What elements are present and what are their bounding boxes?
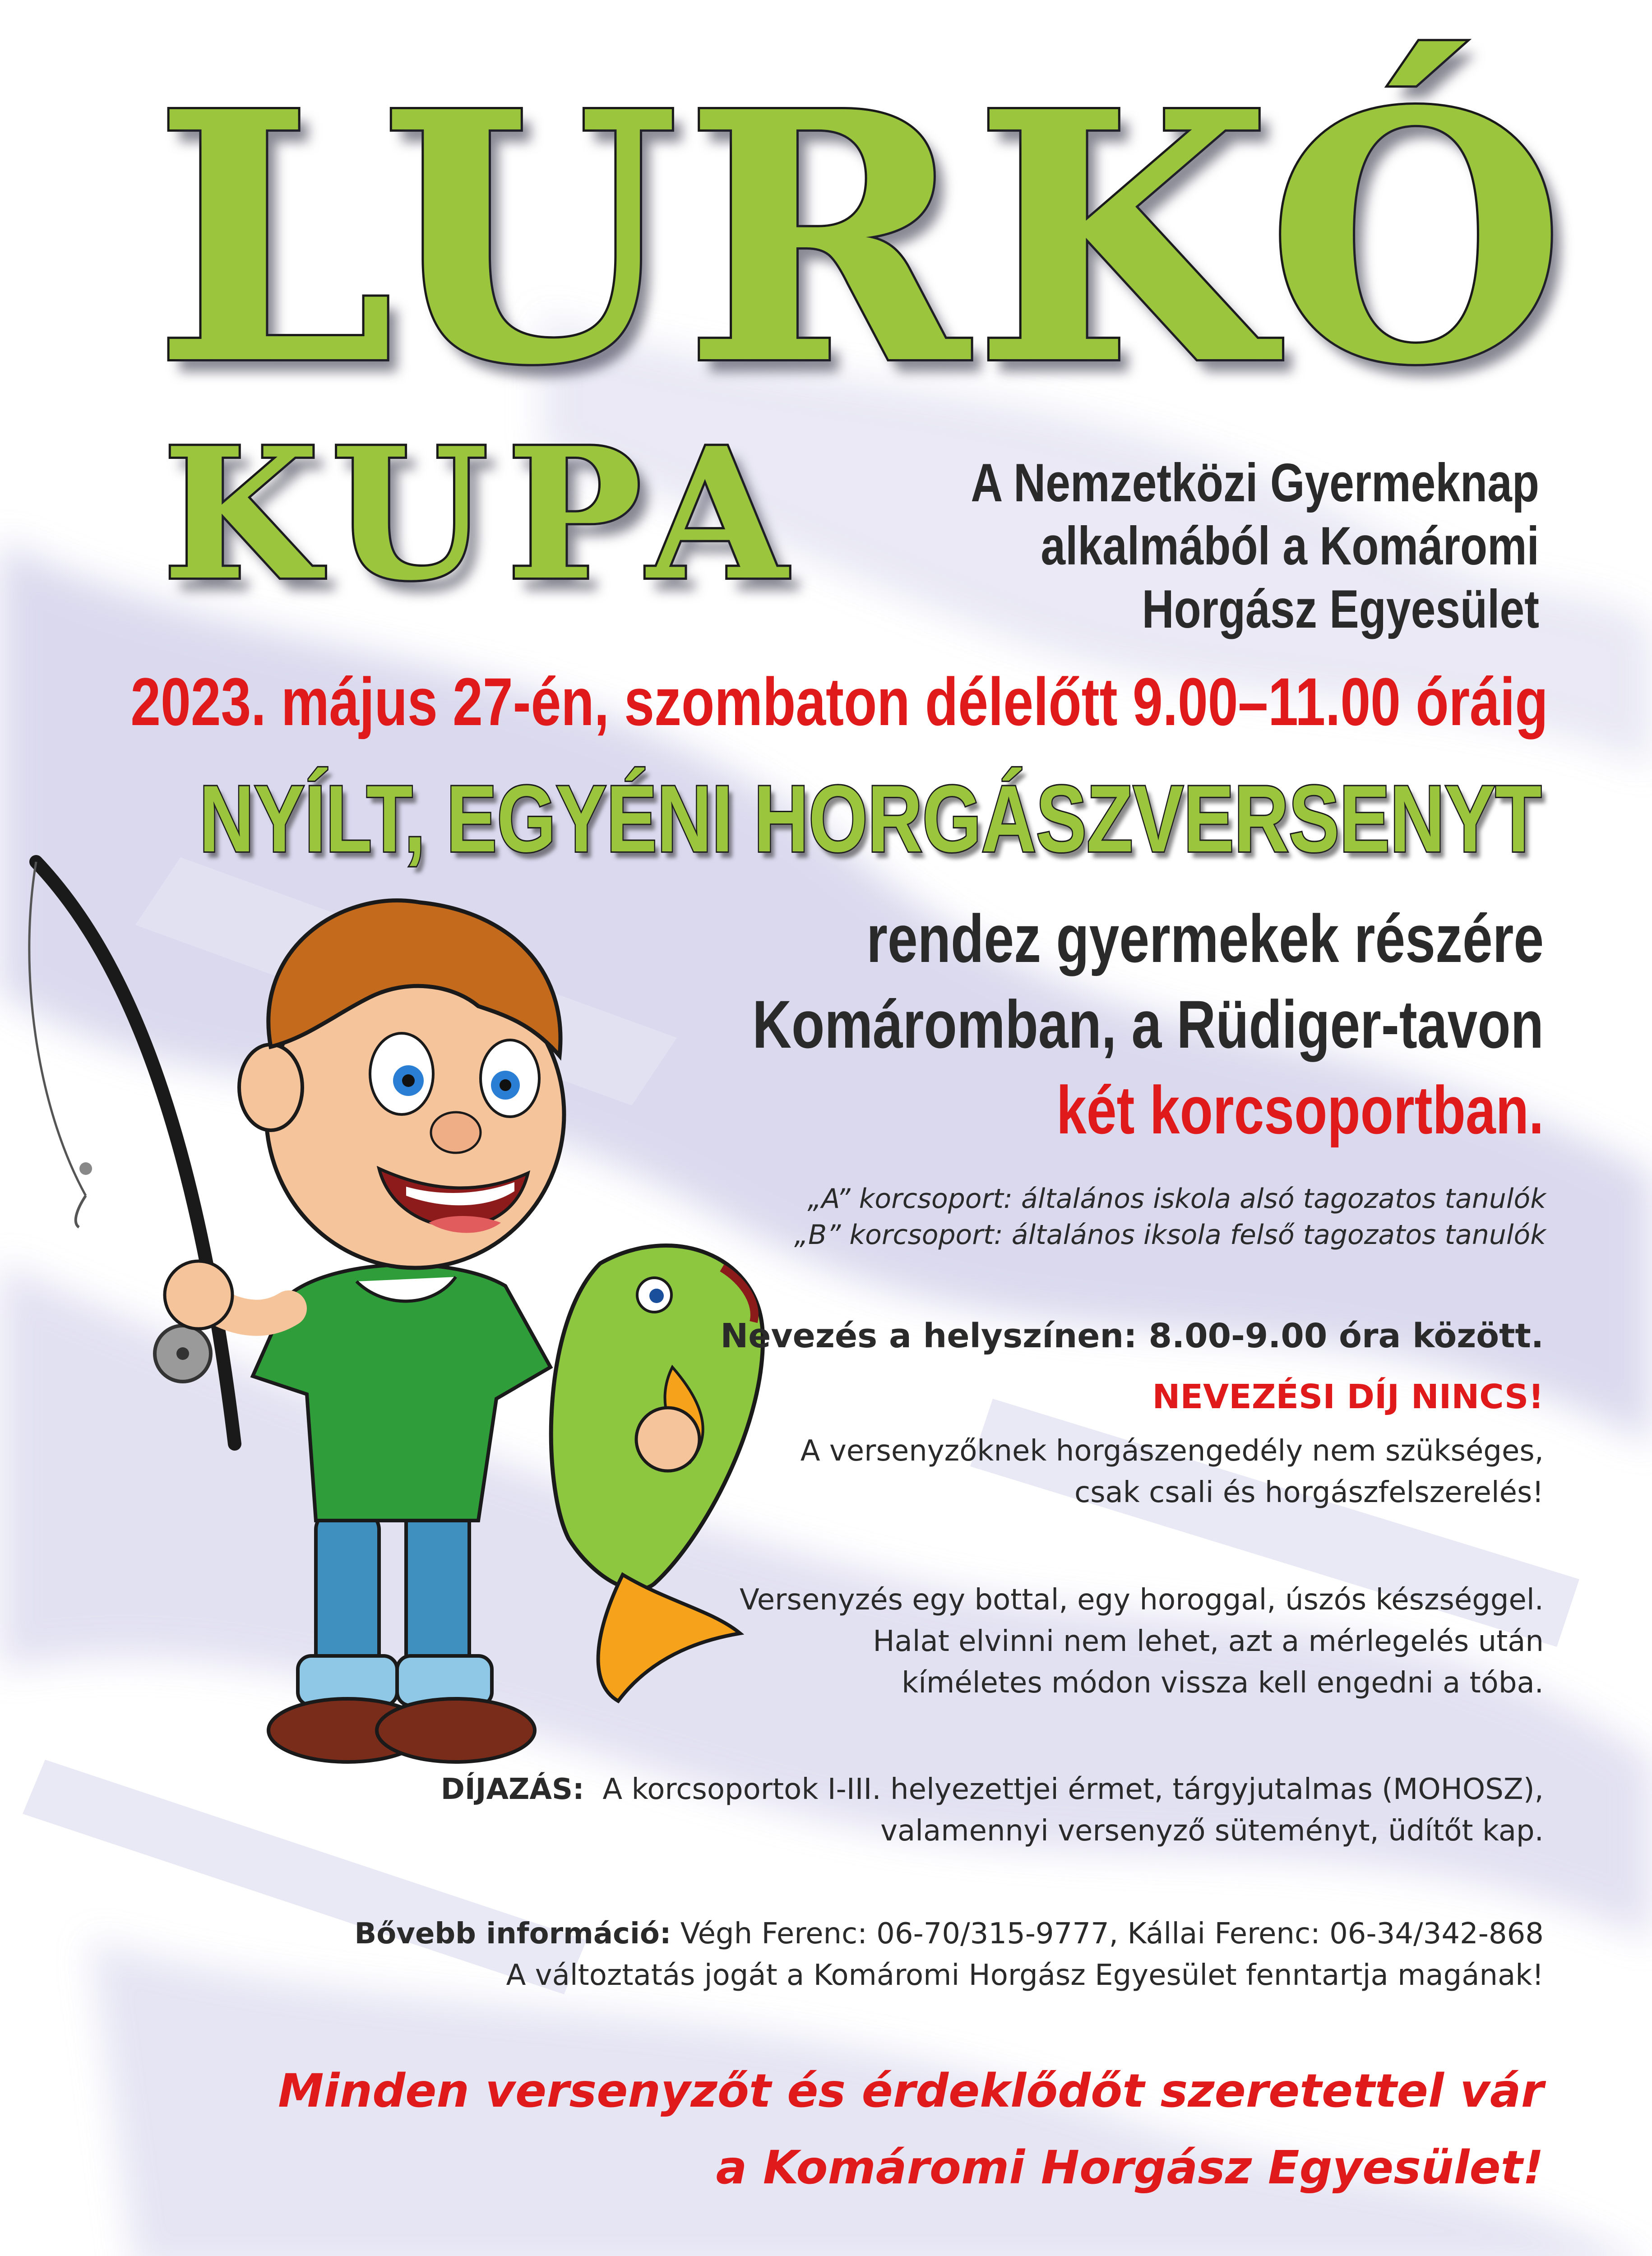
registration-info: Nevezés a helyszínen: 8.00-9.00 óra között. <box>720 1317 1544 1355</box>
prizes-label: DÍJAZÁS: <box>440 1773 584 1806</box>
organizer-line: Horgász Egyesület <box>1142 579 1539 639</box>
age-group-b: „B” korcsoport: általános iksola felső tagozatos tanulók <box>794 1219 1546 1251</box>
age-groups-heading: két korcsoportban. <box>1056 1072 1544 1148</box>
closing-line: a Komáromi Horgász Egyesület! <box>716 2141 1544 2195</box>
subheading-line: rendez gyermekek részére <box>866 901 1544 976</box>
prizes-line: valamennyi versenyző süteményt, üdítőt kap. <box>880 1814 1544 1848</box>
boy-with-fish-illustration <box>0 835 857 1782</box>
fee-notice: NEVEZÉSI DÍJ NINCS! <box>1152 1378 1544 1416</box>
contact-label: Bővebb információ: <box>354 1917 671 1951</box>
event-date: 2023. május 27-én, szombaton délelőtt 9.00–11.00 óráig <box>130 664 1548 740</box>
license-line: csak csali és horgászfelszerelés! <box>1074 1476 1544 1509</box>
title-lurko: LURKÓ <box>153 37 1570 440</box>
disclaimer-line: A változtatás jogát a Komáromi Horgász Egyesület fenntartja magának! <box>506 1959 1544 1992</box>
rules-line: Halat elvinni nem lehet, azt a mérlegelés után <box>873 1625 1544 1658</box>
license-line: A versenyzőknek horgászengedély nem szükséges, <box>800 1434 1544 1468</box>
prizes-line <box>441 1769 1544 1810</box>
headline: NYÍLT, EGYÉNI HORGÁSZVERSENYT <box>199 766 1541 872</box>
rules-line: Versenyzés egy bottal, egy horoggal, úszós készséggel. <box>739 1583 1544 1617</box>
contact-line <box>354 1913 1544 1955</box>
rules-line: kíméletes módon vissza kell engedni a tóba. <box>902 1666 1544 1700</box>
fish-illustration <box>551 1246 763 1701</box>
contact-text: Végh Ferenc: 06-70/315-9777, Kállai Ferenc: 06-34/342-868 <box>680 1917 1544 1951</box>
age-group-a: „A” korcsoport: általános iskola alsó tagozatos tanulók <box>807 1183 1546 1215</box>
organizer-block <box>817 451 1539 641</box>
title-kupa: KUPA <box>162 408 805 620</box>
closing-line: Minden versenyzőt és érdeklődőt szeretettel vár <box>278 2064 1544 2118</box>
subheading-line: Komáromban, a Rüdiger-tavon <box>752 986 1544 1062</box>
organizer-line: A Nemzetközi Gyermeknap <box>971 453 1539 513</box>
organizer-line: alkalmából a Komáromi <box>1041 516 1539 576</box>
prizes-text: A korcsoportok I-III. helyezettjei érmet, tárgyjutalmas (MOHOSZ), <box>602 1773 1544 1806</box>
